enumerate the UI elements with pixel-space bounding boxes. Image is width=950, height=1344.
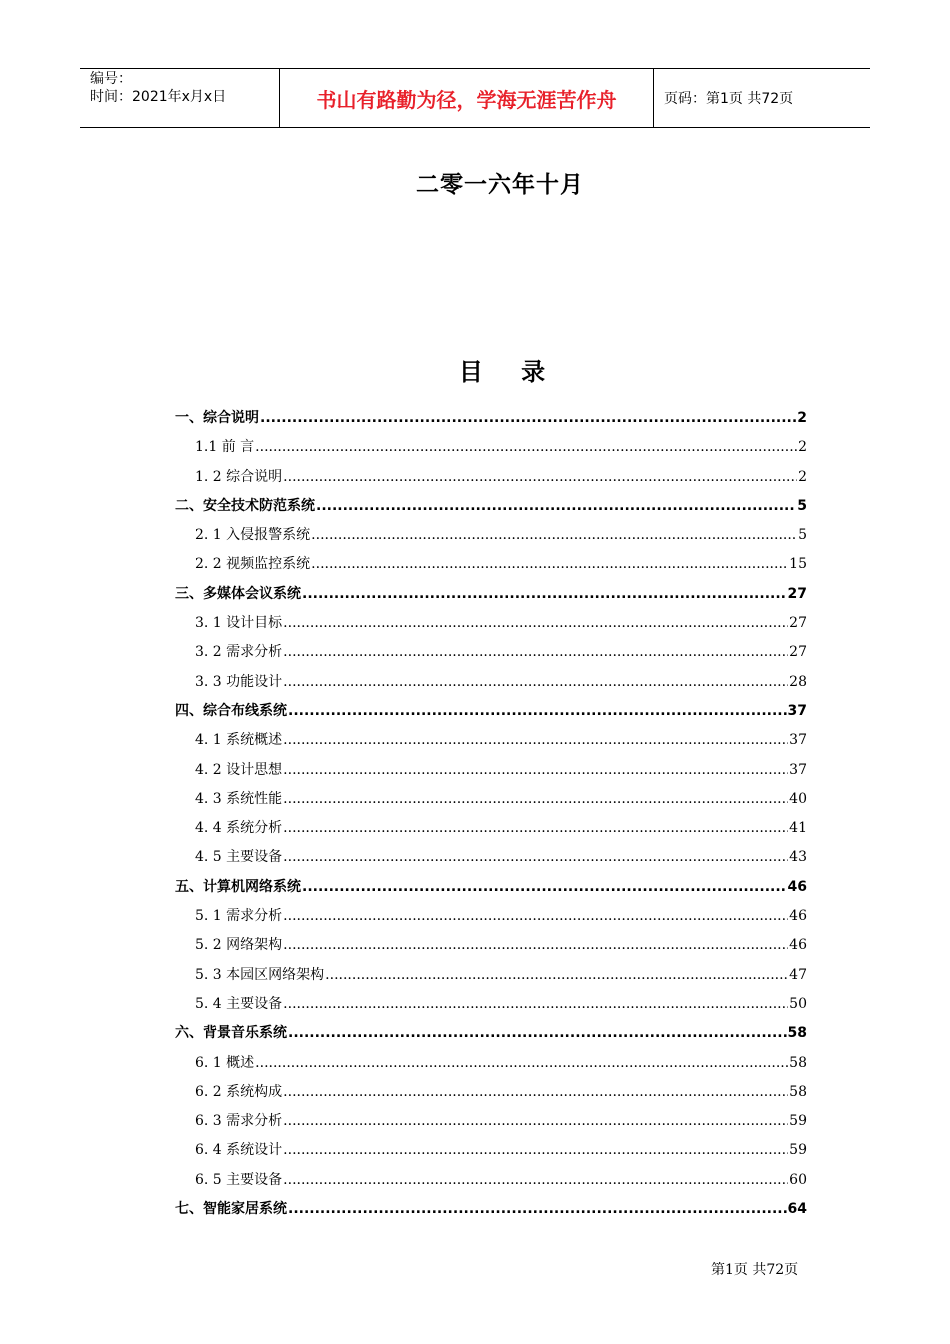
- toc-entry-label: 3. 3 功能设计: [195, 673, 283, 690]
- toc-section-entry[interactable]: [175, 1136, 807, 1165]
- toc-section-entry[interactable]: [175, 1166, 807, 1195]
- toc-entry-label: 2. 2 视频监控系统: [195, 556, 311, 573]
- document-number-label: 编号：: [90, 71, 132, 87]
- toc-section-entry[interactable]: [175, 1107, 807, 1136]
- toc-entry-label: 6. 3 需求分析: [195, 1113, 283, 1130]
- toc-dot-leader: [283, 843, 788, 872]
- toc-entry-label: 6. 5 主要设备: [195, 1171, 283, 1188]
- toc-dot-leader: [283, 785, 788, 814]
- toc-entry-label: 二、安全技术防范系统: [175, 497, 315, 514]
- toc-section-entry[interactable]: [175, 961, 807, 990]
- toc-dot-leader: [288, 697, 787, 726]
- toc-dot-leader: [283, 1107, 788, 1136]
- toc-entry-label: 4. 4 系统分析: [195, 820, 283, 837]
- toc-dot-leader: [302, 580, 787, 609]
- toc-entry-page-number: 27: [787, 585, 807, 602]
- toc-entry-page-number: 2: [798, 468, 807, 485]
- toc-entry-page-number: 47: [789, 966, 807, 983]
- toc-chapter-entry[interactable]: [175, 1195, 807, 1224]
- page-footer: 第1页 共72页: [711, 1262, 799, 1278]
- toc-entry-label: 5. 3 本园区网络架构: [195, 966, 325, 983]
- toc-entry-page-number: 46: [789, 937, 807, 954]
- toc-entry-page-number: 37: [787, 702, 807, 719]
- toc-chapter-entry[interactable]: [175, 697, 807, 726]
- toc-section-entry[interactable]: [175, 521, 807, 550]
- toc-dot-leader: [311, 521, 797, 550]
- toc-entry-page-number: 41: [789, 820, 807, 837]
- toc-chapter-entry[interactable]: [175, 1019, 807, 1048]
- toc-entry-label: 5. 4 主要设备: [195, 995, 283, 1012]
- toc-entry-page-number: 27: [789, 644, 807, 661]
- toc-dot-leader: [288, 1019, 787, 1048]
- toc-section-entry[interactable]: [175, 756, 807, 785]
- toc-dot-leader: [283, 1166, 788, 1195]
- toc-entry-label: 1. 2 综合说明: [195, 468, 283, 485]
- toc-dot-leader: [283, 990, 788, 1019]
- toc-section-entry[interactable]: [175, 902, 807, 931]
- toc-entry-label: 5. 2 网络架构: [195, 937, 283, 954]
- toc-section-entry[interactable]: [175, 843, 807, 872]
- toc-dot-leader: [260, 404, 796, 433]
- toc-section-entry[interactable]: [175, 668, 807, 697]
- document-date-title: 二零一六年十月: [416, 172, 584, 198]
- toc-chapter-entry[interactable]: [175, 873, 807, 902]
- toc-section-entry[interactable]: [175, 433, 807, 462]
- toc-entry-label: 一、综合说明: [175, 410, 259, 426]
- toc-dot-leader: [316, 492, 796, 521]
- toc-dot-leader: [283, 638, 788, 667]
- toc-dot-leader: [283, 1136, 788, 1165]
- toc-entry-page-number: 40: [789, 790, 807, 807]
- toc-entry-label: 4. 5 主要设备: [195, 849, 283, 866]
- toc-section-entry[interactable]: [175, 638, 807, 667]
- toc-chapter-entry[interactable]: [175, 404, 807, 433]
- toc-entry-page-number: 58: [789, 1083, 807, 1100]
- toc-entry-page-number: 50: [789, 995, 807, 1012]
- header-motto: 书山有路勤为径，学海无涯苦作舟: [280, 69, 654, 127]
- toc-entry-label: 2. 1 入侵报警系统: [195, 527, 311, 544]
- toc-entry-page-number: 28: [789, 673, 807, 690]
- toc-title: 目 录: [458, 358, 546, 386]
- toc-entry-page-number: 43: [789, 849, 807, 866]
- toc-entry-label: 三、多媒体会议系统: [175, 585, 301, 602]
- toc-entry-page-number: 15: [789, 556, 807, 573]
- toc-dot-leader: [255, 433, 797, 462]
- toc-chapter-entry[interactable]: [175, 580, 807, 609]
- toc-entry-label: 1.1 前 言: [195, 439, 255, 456]
- toc-entry-page-number: 5: [798, 527, 807, 544]
- toc-entry-label: 四、综合布线系统: [175, 702, 287, 719]
- toc-section-entry[interactable]: [175, 931, 807, 960]
- toc-entry-page-number: 27: [789, 615, 807, 632]
- toc-entry-page-number: 58: [789, 1054, 807, 1071]
- toc-section-entry[interactable]: [175, 609, 807, 638]
- toc-entry-label: 五、计算机网络系统: [175, 878, 301, 895]
- toc-entry-label: 六、背景音乐系统: [175, 1025, 287, 1042]
- toc-dot-leader: [283, 463, 797, 492]
- toc-entry-label: 4. 3 系统性能: [195, 790, 283, 807]
- toc-section-entry[interactable]: [175, 1078, 807, 1107]
- toc-dot-leader: [255, 1049, 788, 1078]
- toc-entry-label: 6. 1 概述: [195, 1054, 255, 1071]
- toc-dot-leader: [311, 550, 788, 579]
- page-header: [80, 68, 870, 128]
- table-of-contents: [175, 404, 807, 1224]
- toc-dot-leader: [283, 902, 788, 931]
- toc-dot-leader: [283, 1078, 788, 1107]
- toc-section-entry[interactable]: [175, 550, 807, 579]
- toc-entry-label: 七、智能家居系统: [175, 1201, 287, 1218]
- toc-dot-leader: [283, 609, 788, 638]
- toc-dot-leader: [288, 1195, 787, 1224]
- toc-entry-page-number: 37: [789, 732, 807, 749]
- header-page-label: 页码：第1页 共72页: [664, 91, 794, 107]
- toc-entry-label: 3. 1 设计目标: [195, 615, 283, 632]
- toc-section-entry[interactable]: [175, 814, 807, 843]
- toc-entry-page-number: 58: [787, 1025, 807, 1042]
- toc-entry-label: 3. 2 需求分析: [195, 644, 283, 661]
- header-meta: [80, 69, 280, 127]
- toc-chapter-entry[interactable]: [175, 492, 807, 521]
- toc-entry-page-number: 60: [789, 1171, 807, 1188]
- toc-dot-leader: [283, 756, 788, 785]
- toc-dot-leader: [283, 726, 788, 755]
- toc-entry-page-number: 59: [789, 1113, 807, 1130]
- toc-dot-leader: [302, 873, 787, 902]
- toc-entry-page-number: 46: [789, 908, 807, 925]
- toc-entry-label: 6. 2 系统构成: [195, 1083, 283, 1100]
- toc-entry-page-number: 5: [797, 497, 807, 514]
- toc-section-entry[interactable]: [175, 990, 807, 1019]
- toc-entry-page-number: 46: [787, 878, 807, 895]
- toc-entry-label: 4. 1 系统概述: [195, 732, 283, 749]
- toc-entry-page-number: 2: [797, 410, 807, 426]
- document-time-label: 时间：2021年x月x日: [90, 89, 227, 105]
- toc-section-entry[interactable]: [175, 463, 807, 492]
- toc-entry-page-number: 2: [798, 439, 807, 456]
- toc-dot-leader: [283, 668, 788, 697]
- toc-dot-leader: [325, 961, 788, 990]
- toc-section-entry[interactable]: [175, 785, 807, 814]
- toc-section-entry[interactable]: [175, 1049, 807, 1078]
- toc-entry-page-number: 59: [789, 1142, 807, 1159]
- toc-entry-page-number: 37: [789, 761, 807, 778]
- toc-dot-leader: [283, 931, 788, 960]
- toc-dot-leader: [283, 814, 788, 843]
- toc-section-entry[interactable]: [175, 726, 807, 755]
- toc-entry-label: 6. 4 系统设计: [195, 1142, 283, 1159]
- toc-entry-label: 5. 1 需求分析: [195, 908, 283, 925]
- toc-entry-page-number: 64: [787, 1201, 807, 1218]
- toc-entry-label: 4. 2 设计思想: [195, 761, 283, 778]
